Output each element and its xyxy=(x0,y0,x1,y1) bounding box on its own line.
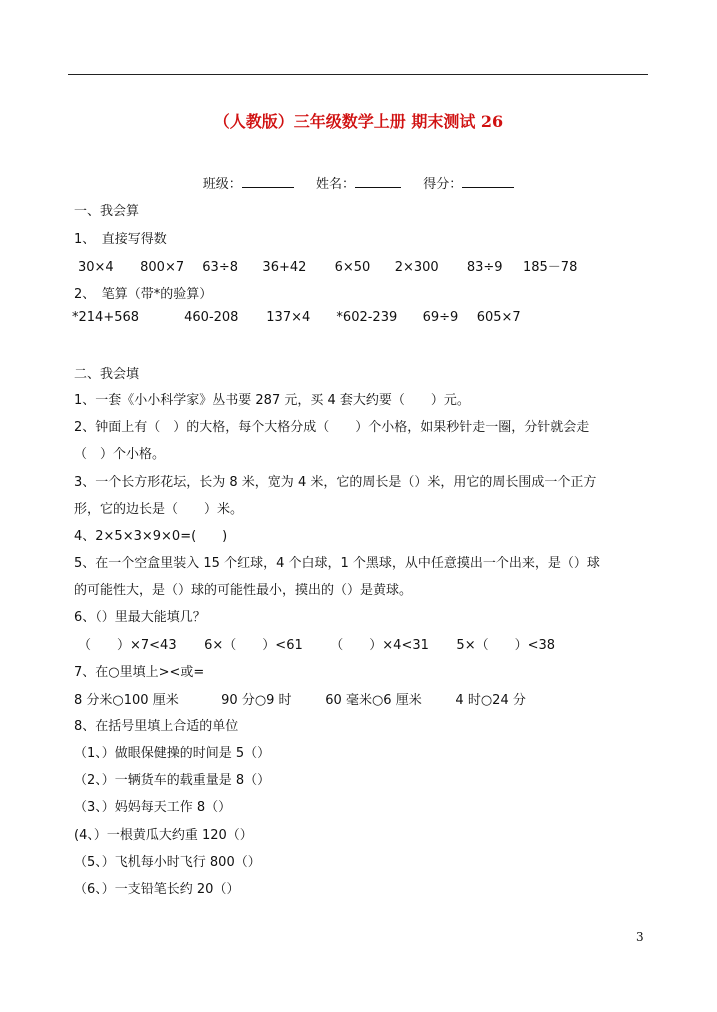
page-number: 3 xyxy=(636,930,644,944)
name-label: 姓名： xyxy=(315,177,355,192)
q8-item: （1、）做眼保健操的时间是 5（） xyxy=(74,746,271,761)
student-info xyxy=(0,173,717,192)
q8-item: （5、）飞机每小时飞行 800（） xyxy=(74,855,261,870)
question-line: 形，它的边长是（ ）米。 xyxy=(74,502,244,517)
q2-label: 2、 笔算（带*的验算） xyxy=(74,287,213,302)
q7-item: 90 分○9 时 xyxy=(221,693,292,708)
q1-item: 83÷9 xyxy=(466,260,503,275)
q6-item: 6×（ ）<61 xyxy=(204,638,303,653)
question-line: 5、在一个空盒里装入 15 个红球，4 个白球，1 个黑球，从中任意摸出一个出来，是（）球 xyxy=(74,556,600,571)
q1-label: 1、 直接写得数 xyxy=(74,232,167,247)
q1-item: 800×7 xyxy=(140,260,185,275)
q6-item: （ ）×7<43 xyxy=(78,638,177,653)
q2-items xyxy=(72,310,521,325)
name-blank xyxy=(355,175,401,188)
q7-item: 8 分米○100 厘米 xyxy=(74,693,179,708)
q8-item: （2、）一辆货车的载重量是 8（） xyxy=(74,773,271,788)
q1-item: 63÷8 xyxy=(202,260,238,275)
q7-items xyxy=(74,689,526,708)
q7-item: 60 毫米○6 厘米 xyxy=(325,693,422,708)
q2-item: *214+568 xyxy=(72,310,140,325)
q1-item: 30×4 xyxy=(78,260,114,275)
q6-items xyxy=(78,634,555,653)
score-label: 得分： xyxy=(423,177,463,192)
section1-heading: 一、我会算 xyxy=(74,204,140,219)
question-line: 6、（）里最大能填几？ xyxy=(74,610,206,625)
q2-item: 137×4 xyxy=(266,310,311,325)
q8-item: (4、）一根黄瓜大约重 120（） xyxy=(74,828,253,843)
score-blank xyxy=(462,175,514,188)
question-line: 3、一个长方形花坛，长为 8 米，宽为 4 米，它的周长是（）米，用它的周长围成一个正方 xyxy=(74,475,597,490)
q8-label: 8、在括号里填上合适的单位 xyxy=(74,719,239,734)
question-line: （ ）个小格。 xyxy=(74,447,166,462)
page-title: （人教版）三年级数学上册 期末测试 26 xyxy=(213,112,504,131)
section2-heading: 二、我会填 xyxy=(74,367,140,382)
q2-item: 605×7 xyxy=(476,310,521,325)
q8-item: （3、）妈妈每天工作 8（） xyxy=(74,800,232,815)
question-line: 4、2×5×3×9×0=( ) xyxy=(74,529,228,544)
q8-item: （6、）一支铅笔长约 20（） xyxy=(74,882,240,897)
header-rule xyxy=(68,74,648,75)
q1-item: 6×50 xyxy=(334,260,371,275)
q7-label: 7、在○里填上><或= xyxy=(74,665,205,680)
q1-item: 2×300 xyxy=(394,260,439,275)
q7-item: 4 时○24 分 xyxy=(455,693,526,708)
class-blank xyxy=(242,175,294,188)
q2-item: *602-239 xyxy=(336,310,398,325)
q1-item: 36+42 xyxy=(262,260,307,275)
question-line: 2、钟面上有（ ）的大格，每个大格分成（ ）个小格，如果秒针走一圈，分针就会走 xyxy=(74,420,590,435)
q6-item: （ ）×4<31 xyxy=(330,638,429,653)
question-line: 的可能性大，是（）球的可能性最小，摸出的（）是黄球。 xyxy=(74,583,413,598)
q1-item: 185－78 xyxy=(522,260,578,275)
q2-item: 69÷9 xyxy=(422,310,459,325)
q2-item: 460-208 xyxy=(184,310,239,325)
class-label: 班级： xyxy=(202,177,242,192)
question-line: 1、一套《小小科学家》丛书要 287 元，买 4 套大约要（ ）元。 xyxy=(74,393,470,408)
q6-item: 5×（ ）<38 xyxy=(456,638,556,653)
q1-items xyxy=(78,256,577,275)
